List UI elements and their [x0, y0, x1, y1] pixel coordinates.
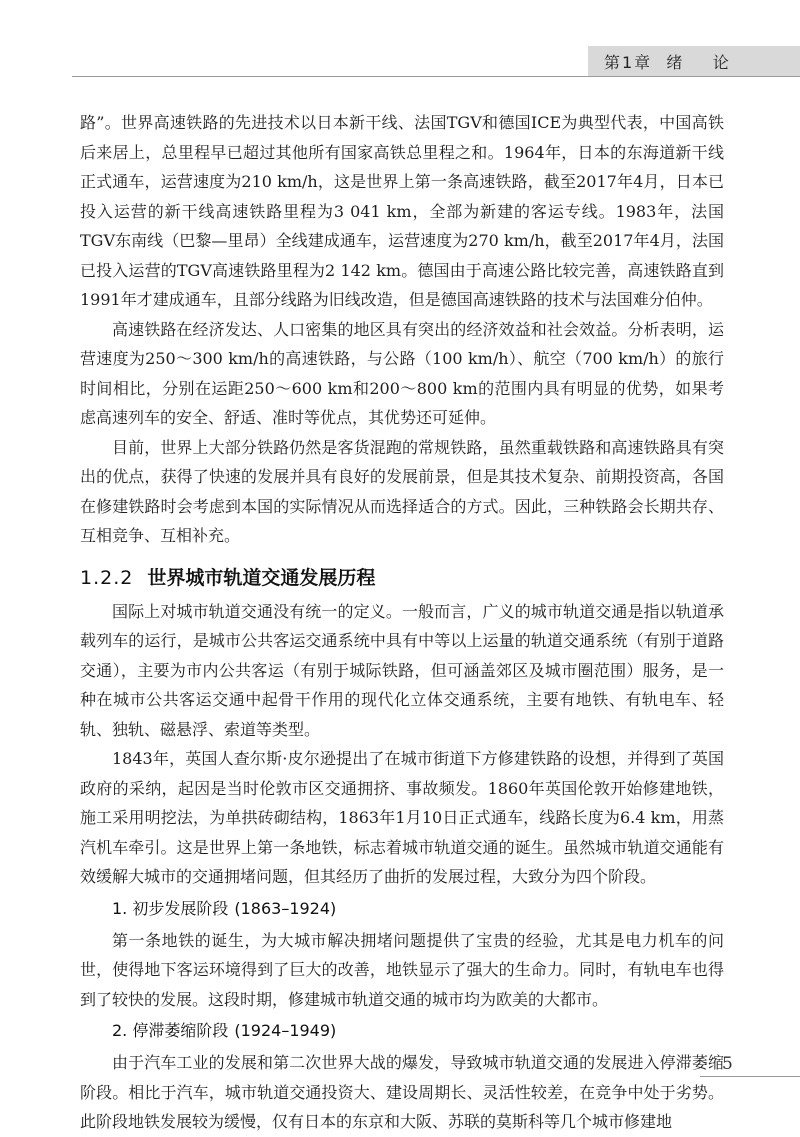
paragraph-high-speed-rail-intro: 路”。世界高速铁路的先进技术以日本新干线、法国TGV和德国ICE为典型代表，中国高铁后来居上，总里程早已超过其他所有国家高铁总里程之和。1964年，日本的东海道新干线正式通车，运营速度为210 km/h，这是世界上第一条高速铁路，截至2017年4月，日本已投入运营的新干线高速铁路里程为3 041 km，全部为新建的客运专线。1983年，法国TGV东南线（巴黎—里昂）全线建成通车，运营速度为270 km/h，截至2017年4月，法国已投入运营的TGV高速铁路里程为2 142 km。德国由于高速公路比较完善，高速铁路直到1991年才建成通车，且部分线路为旧线改造，但是德国高速铁路的技术与法国难分伯仲。: [80, 113, 724, 309]
running-header: [588, 46, 800, 76]
paragraph-urban-rail-history: 1843年，英国人查尔斯·皮尔逊提出了在城市街道下方修建铁路的设想，并得到了英国政府的采纳，起因是当时伦敦市区交通拥挤、事故频发。1860年英国伦敦开始修建地铁，施工采用明挖法，为单拱砖砌结构，1863年1月10日正式通车，线路长度为6.4 km，用蒸汽机车牵引。这是世界上第一条地铁，标志着城市轨道交通的诞生。虽然城市轨道交通能有效缓解大城市的交通拥堵问题，但其经历了曲折的发展过程，大致分为四个阶段。: [80, 749, 724, 886]
stage2-period: (1924–1949): [234, 1021, 337, 1040]
section-heading: [80, 563, 724, 593]
stage2-heading: [80, 1016, 724, 1046]
stage2-label: 2. 停滞萎缩阶段: [112, 1021, 229, 1040]
paragraph-high-speed-rail-benefits: 高速铁路在经济发达、人口密集的地区具有突出的经济效益和社会效益。分析表明，运营速度为250～300 km/h的高速铁路，与公路（100 km/h）、航空（700 km/h）的旅行时间相比，分别在运距250～600 km和200～800 km的范围内具有明显的优势，如果考虑高速列车的安全、舒适、准时等优点，其优势还可延伸。: [80, 319, 724, 427]
stage1-heading: [80, 894, 724, 924]
paragraph-railway-coexistence: 目前，世界上大部分铁路仍然是客货混跑的常规铁路，虽然重载铁路和高速铁路具有突出的优点，获得了快速的发展并具有良好的发展前景，但是其技术复杂、前期投资高，各国在修建铁路时会考虑到本国的实际情况从而选择适合的方式。因此，三种铁路会长期共存、互相竞争、互相补充。: [80, 437, 724, 545]
section-number: 1.2.2: [80, 566, 134, 589]
paragraph-stage2: 由于汽车工业的发展和第二次世界大战的爆发，导致城市轨道交通的发展进入停滞萎缩阶段。相比于汽车，城市轨道交通投资大、建设周期长、灵活性较差，在竞争中处于劣势。此阶段地铁发展较为缓慢，仅有日本的东京和大阪、苏联的莫斯科等几个城市修建地: [80, 1053, 724, 1131]
paragraph-stage1: 第一条地铁的诞生，为大城市解决拥堵问题提供了宝贵的经验，尤其是电力机车的问世，使得地下客运环境得到了巨大的改善，地铁显示了强大的生命力。同时，有轨电车也得到了较快的发展。这段时期，修建城市轨道交通的城市均为欧美的大都市。: [80, 930, 724, 1009]
stage1-label: 1. 初步发展阶段: [112, 898, 229, 918]
section-title: 世界城市轨道交通发展历程: [147, 566, 376, 589]
page-body: [80, 108, 724, 1137]
header-rule: [72, 76, 800, 77]
page-number: 5: [722, 1054, 733, 1074]
stage1-period: (1863–1924): [234, 898, 337, 918]
footer-rule: [700, 1076, 800, 1077]
chapter-title: 第1章 绪 论: [604, 52, 731, 72]
paragraph-urban-rail-definition: 国际上对城市轨道交通没有统一的定义。一般而言，广义的城市轨道交通是指以轨道承载列车的运行，是城市公共客运交通系统中具有中等以上运量的轨道交通系统（有别于道路交通），主要为市内公共客运（有别于城际铁路，但可涵盖郊区及城市圈范围）服务，是一种在城市公共客运交通中起骨干作用的现代化立体交通系统，主要有地铁、有轨电车、轻轨、独轨、磁悬浮、索道等类型。: [80, 601, 724, 739]
